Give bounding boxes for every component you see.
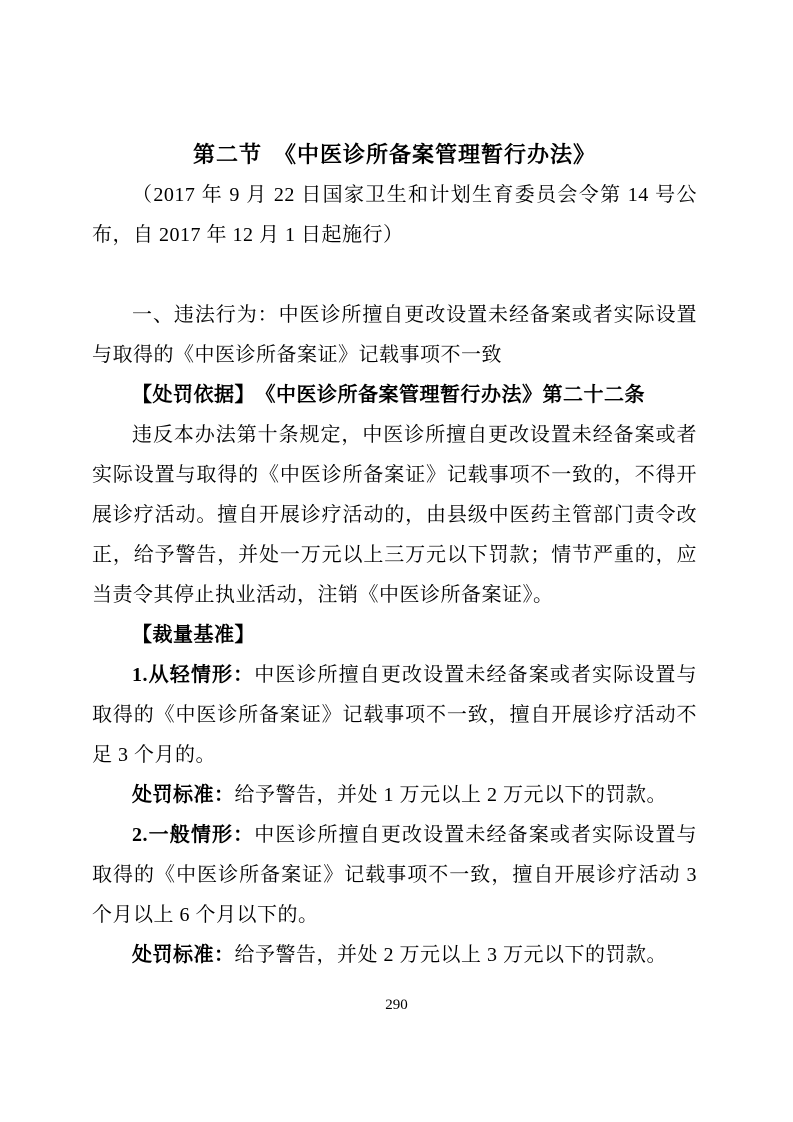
spacer xyxy=(92,255,697,295)
discretion-item-1-label: 1.从轻情形： xyxy=(132,664,255,686)
penalty-standard-1-text: 给予警告，并处 1 万元以上 2 万元以下的罚款。 xyxy=(234,784,667,806)
penalty-standard-1 xyxy=(92,775,697,815)
discretion-item-2 xyxy=(92,815,697,935)
publication-info: （2017 年 9 月 22 日国家卫生和计划生育委员会令第 14 号公布，自 2017 年 12 月 1 日起施行） xyxy=(92,184,697,246)
discretion-item-1 xyxy=(92,655,697,775)
violation-heading: 一、违法行为：中医诊所擅自更改设置未经备案或者实际设置与取得的《中医诊所备案证》记载事项不一致 xyxy=(92,304,697,366)
discretion-item-1-text: 中医诊所擅自更改设置未经备案或者实际设置与取得的《中医诊所备案证》记载事项不一致，擅自开展诊疗活动不足 3 个月的。 xyxy=(92,664,698,766)
discretion-item-2-label: 2.一般情形： xyxy=(132,824,255,846)
penalty-standard-2-text: 给予警告，并处 2 万元以上 3 万元以下的罚款。 xyxy=(234,944,667,966)
page-number: 290 xyxy=(385,997,408,1013)
penalty-standard-1-label: 处罚标准： xyxy=(132,784,235,806)
section-title: 第二节 《中医诊所备案管理暂行办法》 xyxy=(192,142,596,167)
law-excerpt: 违反本办法第十条规定，中医诊所擅自更改设置未经备案或者实际设置与取得的《中医诊所备案证》记载事项不一致的，不得开展诊疗活动。擅自开展诊疗活动的，由县级中医药主管部门责令改正，给予警告，并处一万元以上三万元以下罚款；情节严重的，应当责令其停止执业活动，注销《中医诊所备案证》。 xyxy=(92,424,697,606)
discretion-item-2-text: 中医诊所擅自更改设置未经备案或者实际设置与取得的《中医诊所备案证》记载事项不一致，擅自开展诊疗活动 3 个月以上 6 个月以下的。 xyxy=(92,824,698,926)
discretion-heading: 【裁量基准】 xyxy=(132,624,255,646)
penalty-standard-2 xyxy=(92,935,697,975)
penalty-basis-heading: 【处罚依据】 《中医诊所备案管理暂行办法》第二十二条 xyxy=(132,384,645,406)
penalty-standard-2-label: 处罚标准： xyxy=(132,944,235,966)
